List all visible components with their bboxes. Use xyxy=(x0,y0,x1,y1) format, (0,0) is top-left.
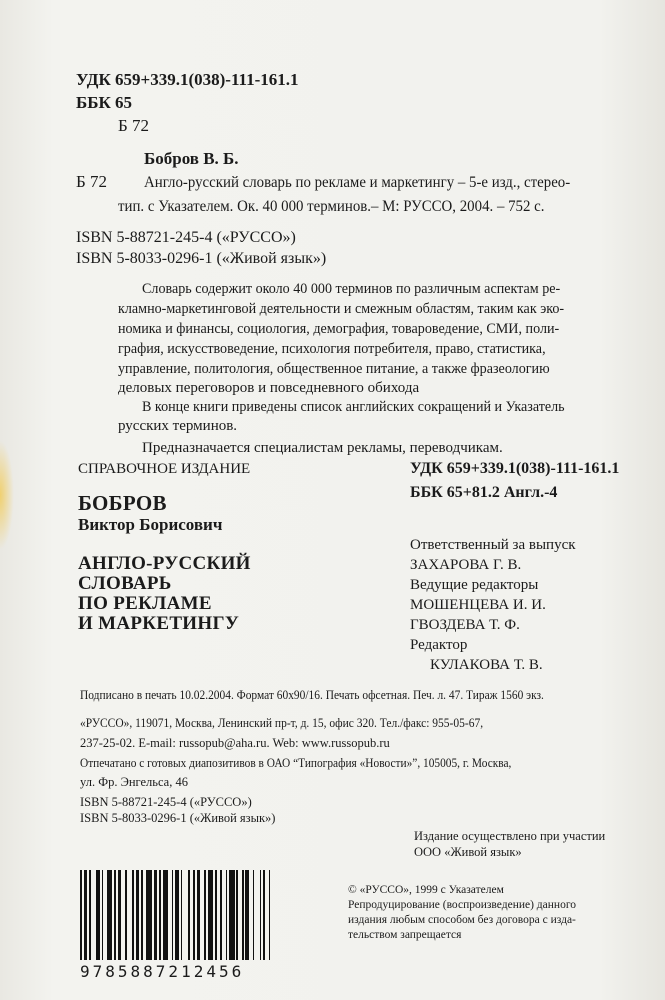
copyright-line-1: © «РУССО», 1999 с Указателем xyxy=(348,884,504,896)
credit-editor-name: КУЛАКОВА Т. В. xyxy=(430,657,543,673)
book-title-line-3: ПО РЕКЛАМЕ xyxy=(78,593,212,614)
isbn-bottom-2: ISBN 5-8033-0296-1 («Живой язык») xyxy=(80,811,276,825)
udk-code-bottom: УДК 659+339.1(038)-111-161.1 xyxy=(410,460,620,477)
annotation-line-3: номика и финансы, социология, демография, товароведение, СМИ, поли- xyxy=(118,321,560,337)
biblio-line-1: Англо-русский словарь по рекламе и маркетингу – 5-е изд., стерео- xyxy=(144,174,571,191)
author-short: Бобров В. Б. xyxy=(144,149,239,168)
isbn-top-2: ISBN 5-8033-0296-1 («Живой язык») xyxy=(76,250,327,267)
copyright-line-2: Репродуцирование (воспроизведение) данного xyxy=(348,899,577,911)
credit-responsible-label: Ответственный за выпуск xyxy=(410,537,576,553)
annotation-line-9: Предназначается специалистам рекламы, переводчикам. xyxy=(142,440,503,456)
credit-editor-label: Редактор xyxy=(410,637,468,653)
author-mark-side: Б 72 xyxy=(76,172,108,191)
credit-lead-editors-label: Ведущие редакторы xyxy=(410,577,539,593)
bbk-code-bottom: ББК 65+81.2 Англ.-4 xyxy=(410,484,558,501)
annotation-line-6: деловых переговоров и повседневного обихода xyxy=(118,380,420,396)
book-title-line-1: АНГЛО-РУССКИЙ xyxy=(78,553,251,574)
annotation-line-2: кламно-маркетинговой деятельности и смежным областям, таким как эко- xyxy=(118,301,565,317)
copyright-line-4: тельством запрещается xyxy=(348,929,462,941)
page-edge-highlight xyxy=(0,440,14,550)
copyright-line-3: издания любым способом без договора с изда- xyxy=(348,914,576,926)
author-mark-top: Б 72 xyxy=(118,116,150,135)
author-full-name: Виктор Борисович xyxy=(78,515,223,534)
bbk-code-top: ББК 65 xyxy=(76,93,133,112)
barcode-bars xyxy=(80,870,342,960)
biblio-line-2: тип. с Указателем. Ок. 40 000 терминов.– М: РУССО, 2004. – 752 с. xyxy=(118,198,545,215)
udk-code-top: УДК 659+339.1(038)-111-161.1 xyxy=(76,70,299,89)
participation-line-2: ООО «Живой язык» xyxy=(414,845,522,859)
annotation-line-4: графия, искусствоведение, психология потребителя, право, статистика, xyxy=(118,341,546,357)
annotation-line-1: Словарь содержит около 40 000 терминов по различным аспектам ре- xyxy=(142,281,561,297)
print-info: Подписано в печать 10.02.2004. Формат 60х90/16. Печать офсетная. Печ. л. 47. Тираж 1560 экз. xyxy=(80,688,544,702)
author-surname: БОБРОВ xyxy=(78,491,167,515)
annotation-line-5: управление, политология, общественное питание, а также фразеологию xyxy=(118,361,550,377)
credit-lead-editor-2: ГВОЗДЕВА Т. Ф. xyxy=(410,617,520,633)
edition-type: СПРАВОЧНОЕ ИЗДАНИЕ xyxy=(78,461,251,477)
book-title-line-2: СЛОВАРЬ xyxy=(78,573,172,594)
barcode-stripe xyxy=(270,870,272,960)
isbn-barcode xyxy=(80,870,342,982)
annotation-line-7: В конце книги приведены список английских сокращений и Указатель xyxy=(142,399,565,415)
printer-line-1: Отпечатано с готовых диапозитивов в ОАО “Типография «Новости»”, 105005, г. Москва, xyxy=(80,756,512,770)
credit-lead-editor-1: МОШЕНЦЕВА И. И. xyxy=(410,597,546,613)
book-title-line-4: И МАРКЕТИНГУ xyxy=(78,613,240,634)
publisher-line-2: 237-25-02. E-mail: russopub@aha.ru. Web: www.russopub.ru xyxy=(80,736,390,750)
credit-responsible-name: ЗАХАРОВА Г. В. xyxy=(410,557,522,573)
publisher-line-1: «РУССО», 119071, Москва, Ленинский пр-т, д. 15, офис 320. Тел./факс: 955-05-67, xyxy=(80,716,484,730)
isbn-bottom-1: ISBN 5-88721-245-4 («РУССО») xyxy=(80,795,252,809)
isbn-top-1: ISBN 5-88721-245-4 («РУССО») xyxy=(76,229,296,246)
barcode-digits: 9785887212456 xyxy=(80,962,245,981)
printer-line-2: ул. Фр. Энгельса, 46 xyxy=(80,775,188,789)
annotation-line-8: русских терминов. xyxy=(118,418,238,434)
participation-line-1: Издание осуществлено при участии xyxy=(414,829,606,843)
